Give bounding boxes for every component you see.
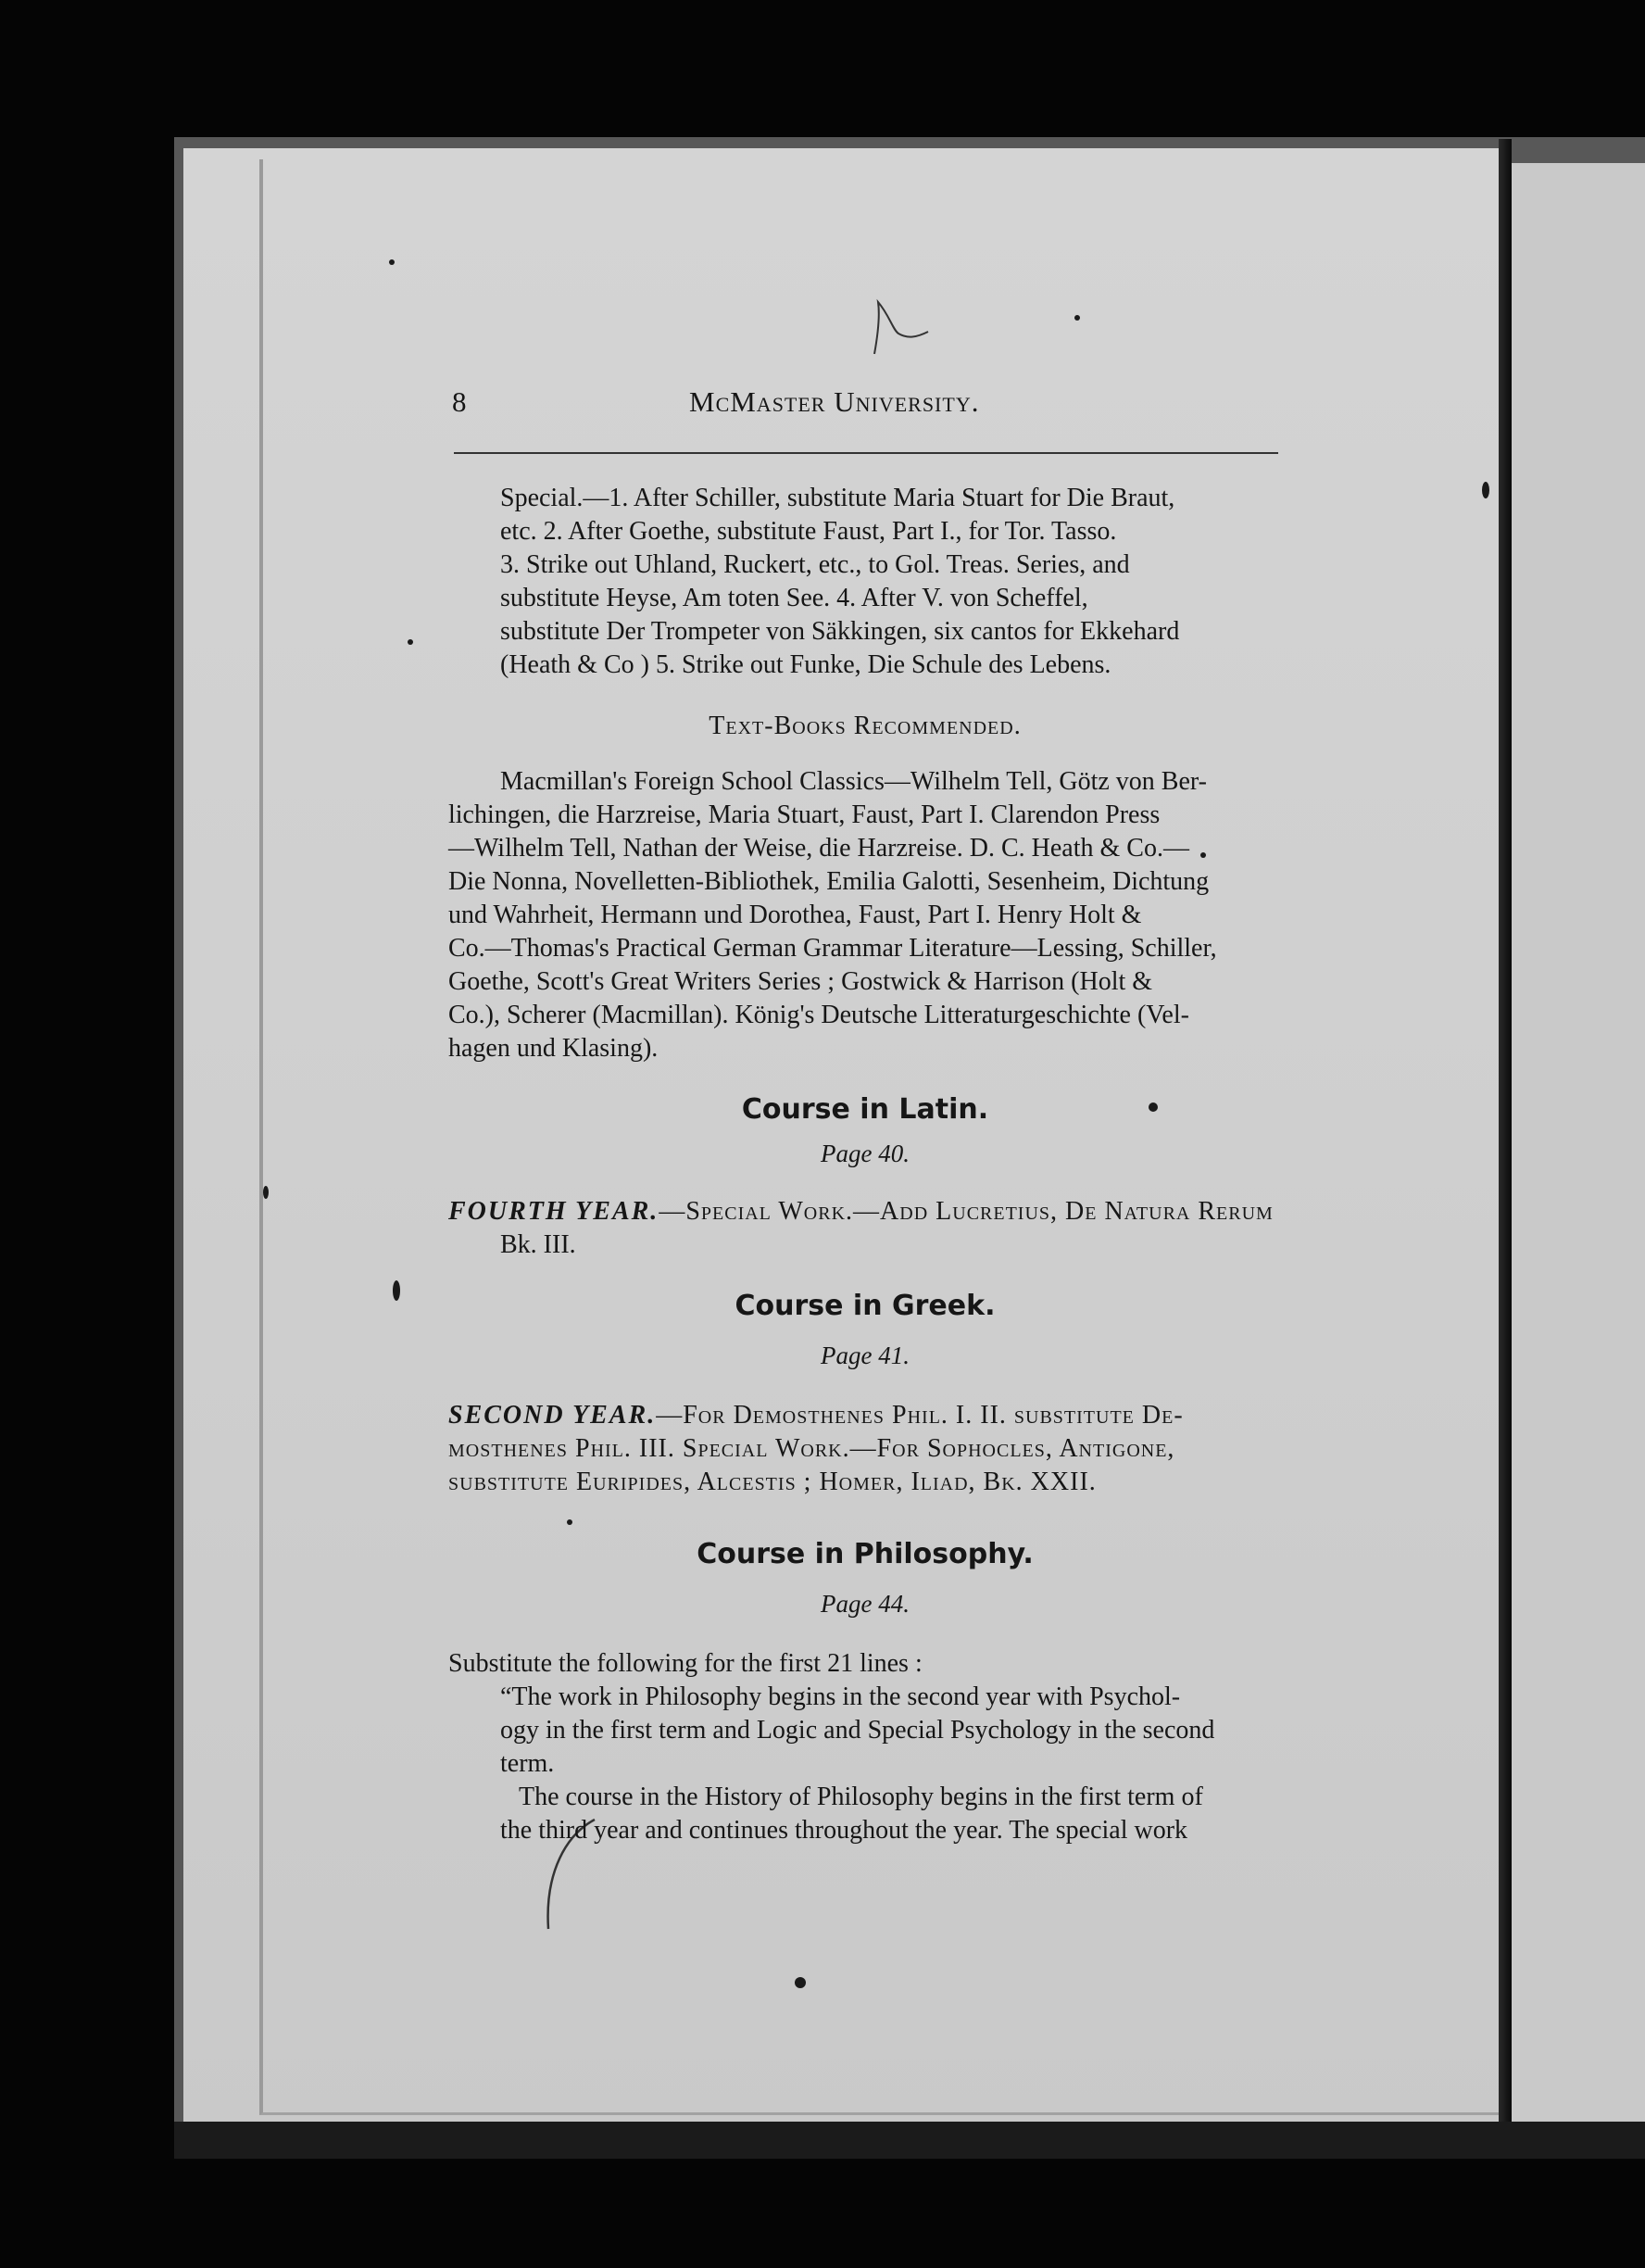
facing-page-edge	[1512, 163, 1645, 2146]
pencil-mark-icon	[861, 296, 936, 361]
textbooks-line: hagen und Klasing).	[448, 1034, 659, 1063]
running-head: McMaster University.	[689, 385, 980, 418]
german-special-line: substitute Der Trompeter von Säkkingen, six cantos for Ekkehard	[500, 617, 1180, 646]
greek-heading: Course in Greek.	[735, 1290, 996, 1322]
philosophy-para1-line: “The work in Philosophy begins in the second year with Psychol-	[500, 1682, 1181, 1711]
scan-speck	[389, 259, 395, 265]
latin-year: FOURTH YEAR.	[448, 1197, 659, 1226]
philosophy-para2-line: the third year and continues throughout the year. The special work	[500, 1816, 1188, 1845]
greek-line-3: substitute Euripides, Alcestis ; Homer, Iliad, Bk. XXII.	[448, 1468, 1097, 1496]
textbooks-line: Goethe, Scott's Great Writers Series ; Gostwick & Harrison (Holt &	[448, 967, 1153, 996]
scan-speck	[1149, 1102, 1158, 1112]
page-number: 8	[452, 385, 467, 418]
philosophy-para1-line: ogy in the first term and Logic and Special Psychology in the second	[500, 1716, 1215, 1745]
textbooks-heading: Text-Books Recommended.	[709, 712, 1022, 740]
header-rule	[454, 452, 1278, 454]
textbooks-line: —Wilhelm Tell, Nathan der Weise, die Harzreise. D. C. Heath & Co.—	[448, 834, 1189, 863]
textbooks-line: Co.), Scherer (Macmillan). König's Deutsche Litteraturgeschichte (Vel-	[448, 1001, 1189, 1029]
german-special-line: 3. Strike out Uhland, Ruckert, etc., to Gol. Treas. Series, and	[500, 550, 1130, 579]
scan-speck	[263, 1186, 269, 1199]
philosophy-para1-line: term.	[500, 1749, 555, 1778]
latin-line-1	[448, 1195, 1282, 1228]
textbooks-line: lichingen, die Harzreise, Maria Stuart, Faust, Part I. Clarendon Press	[448, 800, 1161, 829]
bottom-shadow	[174, 2122, 1645, 2159]
philosophy-heading: Course in Philosophy.	[697, 1538, 1034, 1570]
greek-line-1	[448, 1399, 1282, 1431]
latin-heading: Course in Latin.	[741, 1093, 989, 1126]
latin-line-1-rest: —Special Work.—Add Lucretius, De Natura Rerum	[659, 1197, 1274, 1226]
greek-line-2: mosthenes Phil. III. Special Work.—For Sophocles, Antigone,	[448, 1434, 1175, 1463]
philosophy-page-ref: Page 44.	[821, 1590, 910, 1618]
german-special-line: Special.—1. After Schiller, substitute Maria Stuart for Die Braut,	[500, 484, 1175, 512]
scan-speck	[408, 639, 413, 645]
greek-line-1-rest: —For Demosthenes Phil. I. II. substitute De-	[656, 1401, 1184, 1430]
textbooks-line: Die Nonna, Novelletten-Bibliothek, Emilia Galotti, Sesenheim, Dichtung	[448, 867, 1210, 896]
philosophy-intro: Substitute the following for the first 21 lines :	[448, 1649, 923, 1678]
german-special-line: substitute Heyse, Am toten See. 4. After V. von Scheffel,	[500, 584, 1088, 612]
textbooks-line: und Wahrheit, Hermann und Dorothea, Faust, Part I. Henry Holt &	[448, 901, 1142, 929]
scan-speck	[795, 1977, 806, 1988]
scan-speck	[567, 1519, 572, 1525]
german-special-line: (Heath & Co ) 5. Strike out Funke, Die Schule des Lebens.	[500, 650, 1111, 679]
scan-speck	[393, 1280, 400, 1301]
gutter-fold	[1499, 139, 1512, 2140]
latin-line-2: Bk. III.	[500, 1230, 576, 1259]
greek-year: SECOND YEAR.	[448, 1401, 657, 1430]
textbooks-line: Co.—Thomas's Practical German Grammar Literature—Lessing, Schiller,	[448, 934, 1217, 963]
scan-speck	[1200, 852, 1206, 858]
scan-speck	[1482, 482, 1489, 498]
philosophy-para2-line: The course in the History of Philosophy begins in the first term of	[519, 1783, 1203, 1811]
greek-page-ref: Page 41.	[821, 1342, 910, 1369]
scan-speck	[1074, 315, 1080, 321]
german-special-line: etc. 2. After Goethe, substitute Faust, Part I., for Tor. Tasso.	[500, 517, 1117, 546]
latin-page-ref: Page 40.	[821, 1140, 910, 1167]
textbooks-line: Macmillan's Foreign School Classics—Wilhelm Tell, Götz von Ber-	[500, 767, 1207, 796]
